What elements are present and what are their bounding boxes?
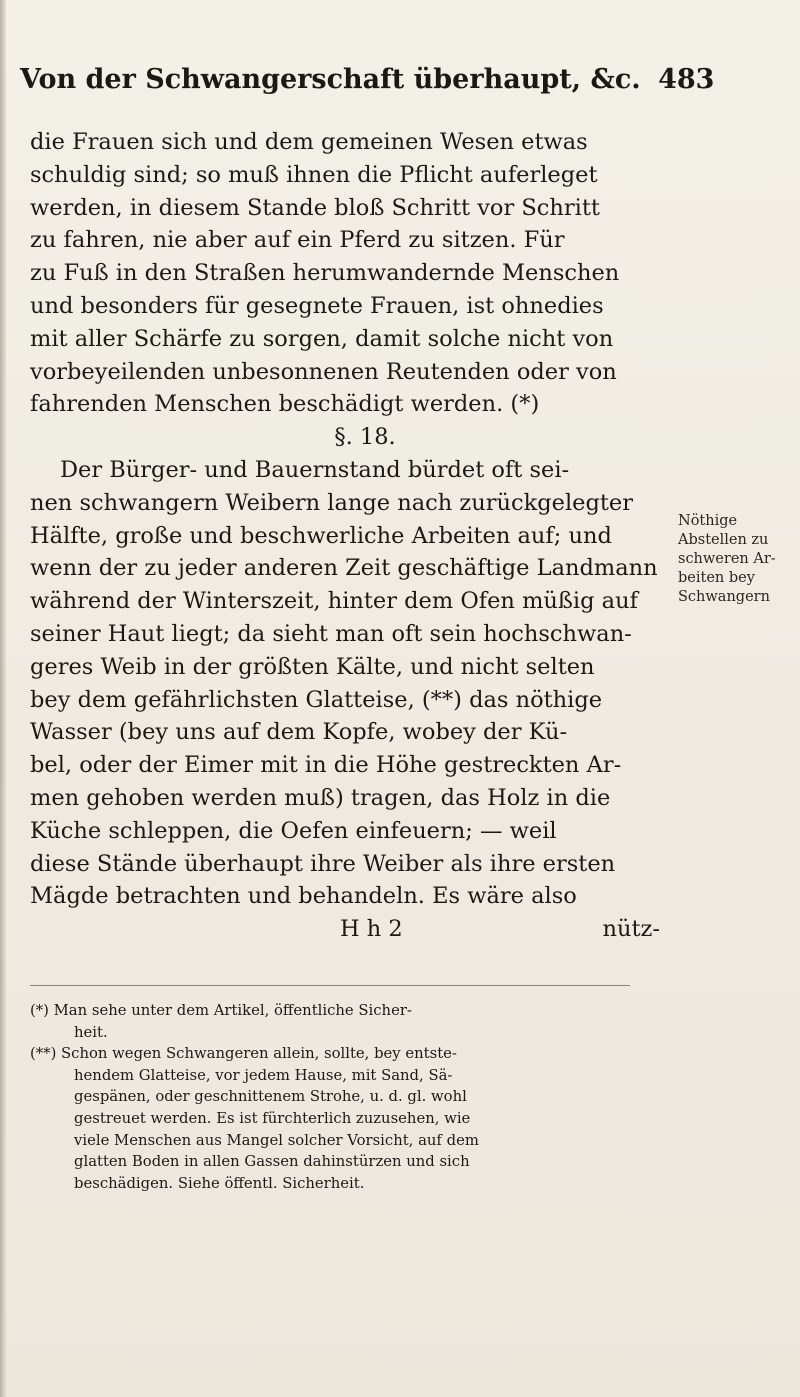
text-line: bey dem gefährlichsten Glatteise, (**) das nöthige: [30, 686, 603, 713]
text-line: geres Weib in der größten Kälte, und nicht selten: [30, 653, 595, 680]
catchword: nütz-: [602, 916, 660, 943]
running-title: Von der Schwangerschaft überhaupt, &c.: [20, 64, 641, 95]
text-line: zu fahren, nie aber auf ein Pferd zu sitzen. Für: [30, 227, 565, 254]
text-line: fahrenden Menschen beschädigt werden. (*): [30, 391, 540, 418]
running-header: [20, 64, 740, 95]
text-line: Mägde betrachten und behandeln. Es wäre also: [30, 883, 577, 910]
margin-note-line: beiten bey: [678, 570, 755, 586]
main-text: [30, 126, 660, 946]
text-line: während der Winterszeit, hinter dem Ofen müßig auf: [30, 588, 638, 615]
text-line: men gehoben werden muß) tragen, das Holz in die: [30, 784, 611, 811]
text-line: bel, oder der Eimer mit in die Höhe gestreckten Ar-: [30, 752, 622, 779]
text-line: mit aller Schärfe zu sorgen, damit solche nicht von: [30, 325, 614, 352]
footnote-line: viele Menschen aus Mangel solcher Vorsicht, auf dem: [74, 1131, 479, 1149]
text-line: Hälfte, große und beschwerliche Arbeiten auf; und: [30, 522, 612, 549]
footnote-line: glatten Boden in allen Gassen dahinstürzen und sich: [74, 1153, 470, 1171]
page-edge-shadow: [0, 0, 6, 1397]
text-line: Der Bürger- und Bauernstand bürdet oft sei-: [60, 456, 570, 483]
footnote-divider: [30, 985, 630, 986]
footnote-line: hendem Glatteise, vor jedem Hause, mit Sand, Sä-: [74, 1066, 453, 1084]
text-line: schuldig sind; so muß ihnen die Pflicht auferleget: [30, 161, 598, 188]
footnote-line: gestreuet werden. Es ist fürchterlich zuzusehen, wie: [74, 1109, 471, 1127]
footnote-line: gespänen, oder geschnittenem Strohe, u. d. gl. wohl: [74, 1088, 467, 1106]
section-heading: §. 18.: [334, 424, 396, 451]
page-foot-line: [30, 913, 660, 946]
text-line: zu Fuß in den Straßen herumwandernde Menschen: [30, 260, 620, 287]
text-line: vorbeyeilenden unbesonnenen Reutenden oder von: [30, 358, 617, 385]
text-line: werden, in diesem Stande bloß Schritt vor Schritt: [30, 194, 600, 221]
footnotes: [30, 1000, 650, 1194]
text-line: diese Stände überhaupt ihre Weiber als ihre ersten: [30, 850, 616, 877]
text-line: Wasser (bey uns auf dem Kopfe, wobey der Kü-: [30, 719, 568, 746]
signature-mark: H h 2: [340, 916, 403, 943]
margin-note-line: schweren Ar-: [678, 551, 776, 567]
footnote-line: (**) Schon wegen Schwangeren allein, sollte, bey entste-: [30, 1045, 457, 1063]
text-line: und besonders für gesegnete Frauen, ist ohnedies: [30, 292, 604, 319]
text-line: wenn der zu jeder anderen Zeit geschäftige Landmann: [30, 555, 658, 582]
margin-note-line: Schwangern: [678, 589, 770, 605]
marginal-note: [678, 512, 790, 607]
margin-note-line: Abstellen zu: [678, 532, 769, 548]
footnote-line: beschädigen. Siehe öffentl. Sicherheit.: [74, 1174, 365, 1192]
footnote-line: (*) Man sehe unter dem Artikel, öffentliche Sicher-: [30, 1002, 412, 1019]
page-number: 483: [658, 64, 715, 95]
text-line: Küche schleppen, die Oefen einfeuern; — weil: [30, 817, 557, 844]
footnote-line: heit.: [74, 1023, 108, 1041]
text-line: nen schwangern Weibern lange nach zurückgelegter: [30, 489, 633, 516]
text-line: die Frauen sich und dem gemeinen Wesen etwas: [30, 129, 588, 155]
margin-note-line: Nöthige: [678, 513, 738, 529]
text-line: seiner Haut liegt; da sieht man oft sein hochschwan-: [30, 620, 632, 647]
